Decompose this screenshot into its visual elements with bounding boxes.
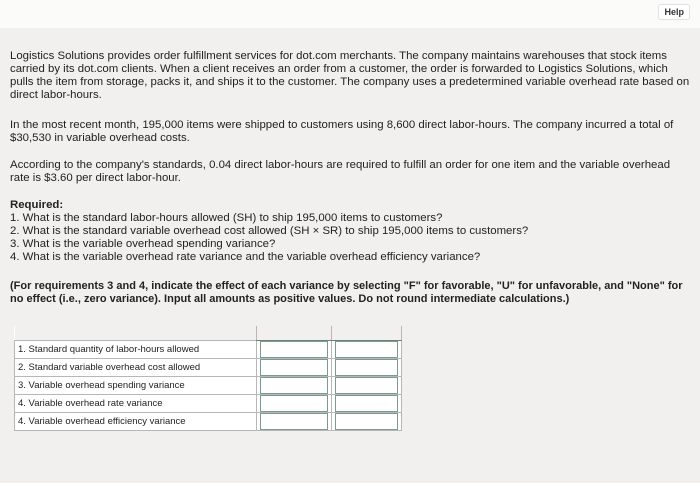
row-label: 2. Standard variable overhead cost allowed <box>15 358 257 376</box>
amount-input[interactable] <box>260 341 328 358</box>
row-label: 4. Variable overhead rate variance <box>15 394 257 412</box>
row-label: 1. Standard quantity of labor-hours allowed <box>15 340 257 358</box>
answer-table <box>14 326 402 431</box>
table-row <box>15 376 402 394</box>
problem-standards: According to the company's standards, 0.04 direct labor-hours are required to fulfill an order for one item and the variable overhead rate is $3.60 per direct labor-hour. <box>10 159 671 184</box>
instruction-text: (For requirements 3 and 4, indicate the effect of each variance by selecting "F" for favorable, "U" for unfavorable, and "None" for no effect (i.e., zero variance). Input all amounts as positive values. Do not round intermediate calculations.) <box>10 280 683 305</box>
amount-input[interactable] <box>260 413 328 430</box>
header-cell <box>332 326 402 340</box>
amount-input[interactable] <box>260 395 328 412</box>
effect-select[interactable] <box>335 413 398 430</box>
effect-select[interactable] <box>335 377 398 394</box>
required-section <box>10 199 690 264</box>
required-item: 4. What is the variable overhead rate variance and the variable overhead efficiency variance? <box>10 251 481 263</box>
problem-content <box>10 50 690 326</box>
effect-select[interactable] <box>335 359 398 376</box>
required-item: 1. What is the standard labor-hours allowed (SH) to ship 195,000 items to customers? <box>10 212 443 224</box>
required-title: Required: <box>10 199 64 211</box>
top-bar <box>0 0 700 28</box>
table-row <box>15 358 402 376</box>
table-header-row <box>15 326 402 340</box>
table-row <box>15 394 402 412</box>
table-row <box>15 340 402 358</box>
effect-select[interactable] <box>335 395 398 412</box>
header-cell <box>257 326 332 340</box>
amount-input[interactable] <box>260 359 328 376</box>
effect-select[interactable] <box>335 341 398 358</box>
amount-input[interactable] <box>260 377 328 394</box>
table-row <box>15 412 402 430</box>
problem-intro: Logistics Solutions provides order fulfillment services for dot.com merchants. The company maintains warehouses that stock items carried by its dot.com clients. When a client receives an order from a customer, the order is forwarded to Logistics Solutions, which pulls the item from storage, packs it, and ships it to the customer. The company uses a predetermined variable overhead rate based on direct labor-hours. <box>10 50 690 101</box>
header-cell <box>15 326 257 340</box>
problem-month-data: In the most recent month, 195,000 items were shipped to customers using 8,600 direct labor-hours. The company incurred a total of $30,530 in variable overhead costs. <box>10 119 674 144</box>
row-label: 3. Variable overhead spending variance <box>15 376 257 394</box>
help-button[interactable]: Help <box>658 4 690 20</box>
required-item: 3. What is the variable overhead spending variance? <box>10 238 276 250</box>
row-label: 4. Variable overhead efficiency variance <box>15 412 257 430</box>
required-item: 2. What is the standard variable overhead cost allowed (SH × SR) to ship 195,000 items to customers? <box>10 225 529 237</box>
